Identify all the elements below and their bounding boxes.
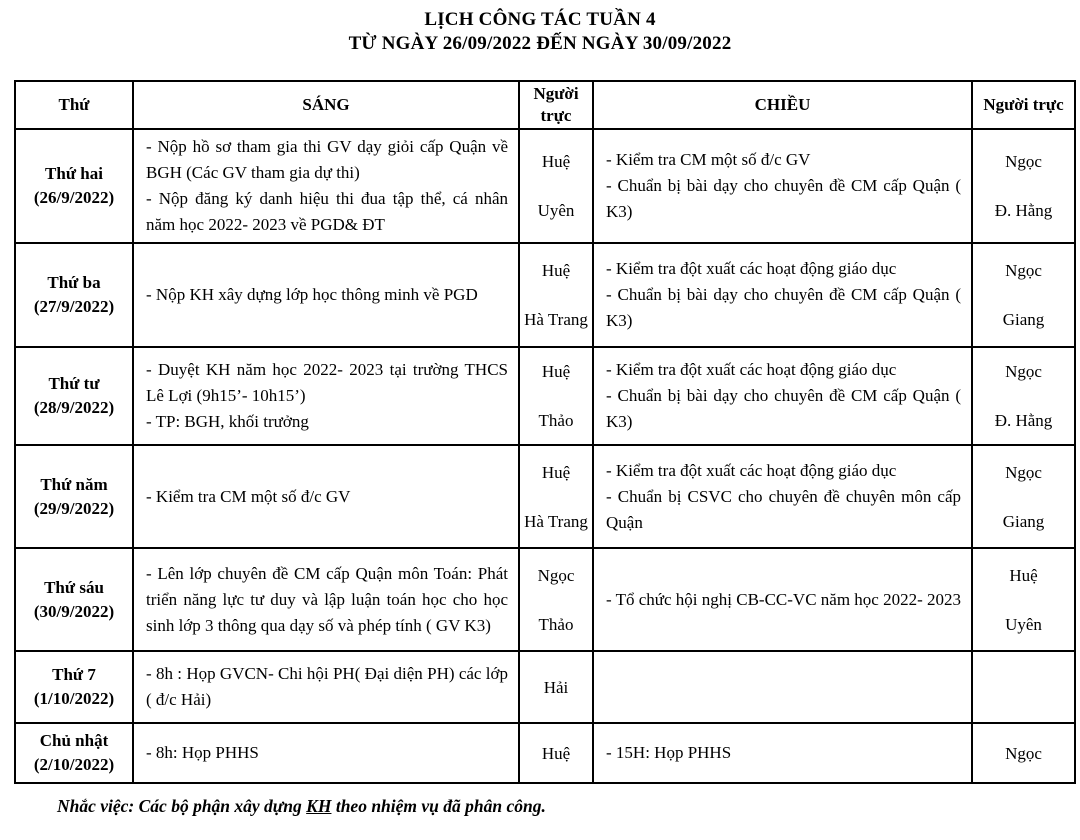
duty-name: Uyên — [1005, 614, 1042, 634]
duty-names — [975, 742, 1072, 765]
schedule-table — [14, 80, 1076, 784]
duty-name: Ngọc — [537, 565, 575, 585]
task-item: - 15H: Họp PHHS — [606, 743, 732, 762]
duty-name: Huệ — [541, 152, 571, 171]
afternoon-tasks-cell — [593, 243, 972, 347]
day-date: (1/10/2022) — [33, 689, 115, 708]
task-item: - Kiểm tra đột xuất các hoạt động giáo dục — [606, 360, 897, 379]
day-date: (29/9/2022) — [33, 498, 115, 518]
header-day: Thứ — [15, 81, 133, 129]
duty-names — [522, 742, 590, 765]
day-label: Chủ nhật — [39, 731, 109, 750]
day-label: Thứ năm — [40, 474, 108, 494]
duty-name: Ngọc — [1005, 743, 1042, 763]
afternoon-duty-cell — [972, 651, 1075, 723]
duty-name: Thảo — [538, 411, 574, 430]
day-label: Thứ sáu — [44, 577, 104, 597]
task-item: - Kiểm tra CM một số đ/c GV — [146, 486, 351, 506]
task-item: - Kiểm tra đột xuất các hoạt động giáo dục — [606, 460, 897, 480]
duty-names — [975, 461, 1072, 533]
morning-duty-cell — [519, 723, 593, 783]
task-item: - Nộp KH xây dựng lớp học thông minh về PGD — [146, 285, 478, 304]
day-cell — [15, 445, 133, 548]
task-item: - Nộp hồ sơ tham gia thi GV dạy giỏi cấp Quận về BGH (Các GV tham gia dự thi) — [146, 137, 508, 182]
duty-name: Huệ — [1009, 565, 1038, 585]
afternoon-tasks-cell — [593, 347, 972, 445]
morning-duty-cell — [519, 651, 593, 723]
afternoon-duty-cell — [972, 548, 1075, 651]
duty-names — [522, 150, 590, 222]
header-morning: SÁNG — [133, 81, 519, 129]
task-item: - 8h : Họp GVCN- Chi hội PH( Đại diện PH) các lớp ( đ/c Hải) — [146, 664, 508, 709]
header-morning-duty: Người trực — [519, 81, 593, 129]
duty-names — [975, 360, 1072, 432]
task-item: - Nộp đăng ký danh hiệu thi đua tập thể, cá nhân năm học 2022- 2023 về PGD& ĐT — [146, 189, 508, 234]
morning-tasks-cell — [133, 723, 519, 783]
duty-names — [522, 259, 590, 331]
task-item: - Chuẩn bị CSVC cho chuyên đề chuyên môn cấp Quận — [606, 486, 961, 532]
note-underlined: KH — [306, 796, 332, 816]
duty-name: Huệ — [541, 261, 571, 280]
table-row — [15, 723, 1075, 783]
header-afternoon-duty: Người trực — [972, 81, 1075, 129]
morning-tasks-cell — [133, 347, 519, 445]
duty-name: Huệ — [541, 462, 571, 482]
duty-name: Uyên — [537, 201, 575, 220]
duty-names — [522, 564, 590, 636]
schedule-body — [15, 129, 1075, 783]
day-cell — [15, 129, 133, 243]
day-cell — [15, 651, 133, 723]
afternoon-tasks-cell — [593, 723, 972, 783]
table-row — [15, 548, 1075, 651]
morning-tasks-cell — [133, 651, 519, 723]
duty-names — [522, 461, 590, 533]
duty-name: Đ. Hằng — [994, 411, 1053, 430]
duty-names — [975, 564, 1072, 636]
morning-duty-cell — [519, 243, 593, 347]
day-date: (26/9/2022) — [33, 188, 115, 207]
reminder-note — [57, 794, 546, 818]
day-cell — [15, 243, 133, 347]
day-label: Thứ ba — [47, 273, 101, 292]
task-item: - Tổ chức hội nghị CB-CC-VC năm học 2022- 2023 — [606, 589, 962, 609]
afternoon-tasks-cell — [593, 548, 972, 651]
duty-name: Ngọc — [1005, 362, 1042, 381]
duty-name: Huệ — [541, 362, 571, 381]
task-item: - Chuẩn bị bài dạy cho chuyên đề CM cấp Quận ( K3) — [606, 285, 961, 330]
duty-name: Hà Trang — [524, 310, 588, 329]
afternoon-tasks-cell — [593, 651, 972, 723]
header-row — [15, 81, 1075, 129]
task-item: - Kiểm tra đột xuất các hoạt động giáo dục — [606, 259, 897, 278]
duty-name: Đ. Hằng — [994, 201, 1053, 220]
morning-tasks-cell — [133, 243, 519, 347]
task-item: - Chuẩn bị bài dạy cho chuyên đề CM cấp Quận ( K3) — [606, 176, 961, 221]
duty-names — [975, 259, 1072, 331]
morning-duty-cell — [519, 347, 593, 445]
duty-name: Hà Trang — [524, 511, 588, 531]
duty-name: Ngọc — [1005, 261, 1042, 280]
task-item: - Chuẩn bị bài dạy cho chuyên đề CM cấp Quận ( K3) — [606, 386, 961, 431]
duty-name: Ngọc — [1005, 152, 1042, 171]
afternoon-duty-cell — [972, 347, 1075, 445]
duty-name: Hải — [543, 677, 569, 697]
afternoon-duty-cell — [972, 243, 1075, 347]
duty-name: Huệ — [541, 743, 571, 763]
table-row — [15, 651, 1075, 723]
table-header — [15, 81, 1075, 129]
morning-tasks-cell — [133, 548, 519, 651]
duty-name: Giang — [1002, 511, 1045, 531]
task-item: - TP: BGH, khối trưởng — [146, 412, 309, 431]
task-item: - Lên lớp chuyên đề CM cấp Quận môn Toán: Phát triển năng lực tư duy và lập luận toán học cho học sinh lớp 3 thông qua dạy số và phép tính ( GV K3) — [146, 563, 508, 635]
morning-duty-cell — [519, 129, 593, 243]
duty-name: Giang — [1002, 310, 1045, 329]
document-title — [0, 0, 1080, 56]
morning-tasks-cell — [133, 445, 519, 548]
morning-duty-cell — [519, 445, 593, 548]
task-item: - Kiểm tra CM một số đ/c GV — [606, 150, 811, 169]
day-cell — [15, 548, 133, 651]
table-row — [15, 347, 1075, 445]
day-date: (2/10/2022) — [33, 755, 115, 774]
morning-tasks-cell — [133, 129, 519, 243]
duty-name: Ngọc — [1005, 462, 1042, 482]
task-item: - Duyệt KH năm học 2022- 2023 tại trường THCS Lê Lợi (9h15’- 10h15’) — [146, 360, 508, 405]
duty-names — [522, 360, 590, 432]
day-label: Thứ tư — [48, 374, 100, 393]
note-suffix: theo nhiệm vụ đã phân công. — [331, 796, 546, 816]
day-label: Thứ 7 — [52, 665, 96, 684]
duty-names — [975, 150, 1072, 222]
table-row — [15, 445, 1075, 548]
note-prefix: Nhắc việc: Các bộ phận xây dựng — [57, 796, 307, 816]
day-label: Thứ hai — [45, 164, 103, 183]
day-cell — [15, 723, 133, 783]
header-afternoon: CHIỀU — [593, 81, 972, 129]
afternoon-duty-cell — [972, 445, 1075, 548]
table-row — [15, 243, 1075, 347]
afternoon-tasks-cell — [593, 129, 972, 243]
table-row — [15, 129, 1075, 243]
title-line-1: LỊCH CÔNG TÁC TUẦN 4 — [424, 9, 656, 30]
day-date: (28/9/2022) — [33, 398, 115, 417]
task-item: - 8h: Họp PHHS — [146, 743, 259, 762]
afternoon-duty-cell — [972, 129, 1075, 243]
morning-duty-cell — [519, 548, 593, 651]
duty-name: Thảo — [538, 614, 574, 634]
day-date: (27/9/2022) — [33, 297, 115, 316]
day-cell — [15, 347, 133, 445]
afternoon-tasks-cell — [593, 445, 972, 548]
afternoon-duty-cell — [972, 723, 1075, 783]
duty-names — [522, 676, 590, 699]
title-line-2: TỪ NGÀY 26/09/2022 ĐẾN NGÀY 30/09/2022 — [348, 33, 732, 54]
day-date: (30/9/2022) — [33, 601, 115, 621]
